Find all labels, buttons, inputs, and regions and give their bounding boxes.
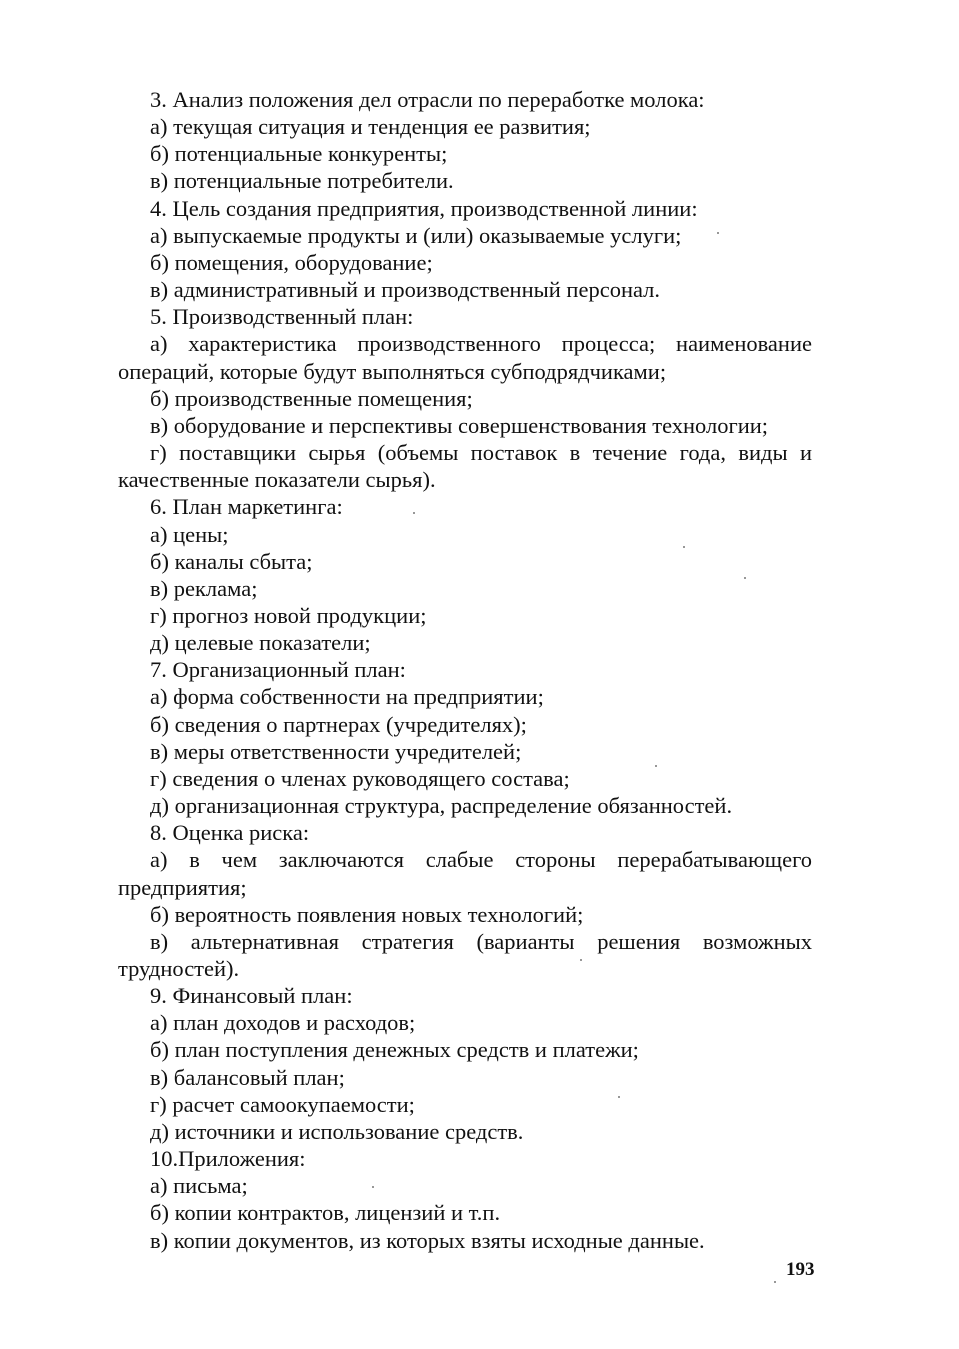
paragraph: а) форма собственности на предприятии;	[150, 684, 544, 710]
paragraph: 9. Финансовый план:	[150, 983, 353, 1009]
paragraph: 5. Производственный план:	[150, 304, 414, 330]
paragraph: в) потенциальные потребители.	[150, 168, 454, 194]
paragraph: г) сведения о членах руководящего состава;	[150, 765, 570, 791]
paragraph: в) альтернативная стратегия (варианты решения возможных трудностей).	[118, 928, 812, 981]
paragraph: г) прогноз новой продукции;	[150, 602, 427, 628]
paragraph: д) целевые показатели;	[150, 630, 371, 656]
paragraph: а) цены;	[150, 521, 229, 547]
scan-speck	[413, 512, 415, 514]
paragraph: б) сведения о партнерах (учредителях);	[150, 711, 527, 737]
paragraph: в) меры ответственности учредителей;	[150, 738, 522, 764]
body-text	[118, 86, 812, 1254]
paragraph: в) балансовый план;	[150, 1064, 345, 1090]
scan-speck	[744, 577, 746, 579]
paragraph: а) текущая ситуация и тенденция ее развития;	[150, 114, 591, 140]
paragraph: 6. План маркетинга:	[150, 494, 343, 520]
paragraph: а) в чем заключаются слабые стороны перерабатывающего предприятия;	[118, 847, 812, 900]
scan-speck	[618, 1096, 620, 1098]
paragraph: г) поставщики сырья (объемы поставок в течение года, виды и качественные показатели сырья).	[118, 440, 812, 493]
scan-speck	[683, 546, 685, 548]
paragraph: а) письма;	[150, 1173, 248, 1199]
paragraph: б) потенциальные конкуренты;	[150, 141, 448, 167]
scan-speck	[655, 765, 657, 767]
paragraph: а) характеристика производственного процесса; наименование операций, которые будут выполняться субподрядчиками;	[118, 331, 812, 384]
paragraph: 3. Анализ положения дел отрасли по переработке молока:	[150, 87, 705, 112]
paragraph: б) план поступления денежных средств и платежи;	[150, 1037, 639, 1063]
scan-speck	[580, 959, 582, 961]
paragraph: б) каналы сбыта;	[150, 548, 313, 574]
paragraph: в) реклама;	[150, 575, 258, 601]
paragraph: б) производственные помещения;	[150, 385, 473, 411]
scan-speck	[372, 1186, 374, 1188]
paragraph: в) оборудование и перспективы совершенствования технологии;	[150, 412, 769, 438]
paragraph: г) расчет самоокупаемости;	[150, 1091, 415, 1117]
scan-speck	[774, 1281, 776, 1283]
paragraph: в) копии документов, из которых взяты исходные данные.	[150, 1227, 705, 1253]
paragraph: д) источники и использование средств.	[150, 1118, 524, 1144]
paragraph: б) вероятность появления новых технологий;	[150, 901, 584, 927]
paragraph: 4. Цель создания предприятия, производственной линии:	[150, 195, 698, 221]
paragraph: 7. Организационный план:	[150, 657, 406, 683]
paragraph: д) организационная структура, распределение обязанностей.	[150, 793, 733, 819]
paragraph: б) копии контрактов, лицензий и т.п.	[150, 1200, 501, 1226]
paragraph: б) помещения, оборудование;	[150, 249, 433, 275]
scan-speck	[717, 232, 719, 234]
paragraph: 10.Приложения:	[150, 1146, 306, 1172]
page-number: 193	[786, 1259, 815, 1280]
paragraph: в) административный и производственный персонал.	[150, 277, 661, 303]
paragraph: а) план доходов и расходов;	[150, 1010, 416, 1036]
paragraph: 8. Оценка риска:	[150, 820, 310, 846]
paragraph: а) выпускаемые продукты и (или) оказываемые услуги;	[150, 222, 682, 248]
